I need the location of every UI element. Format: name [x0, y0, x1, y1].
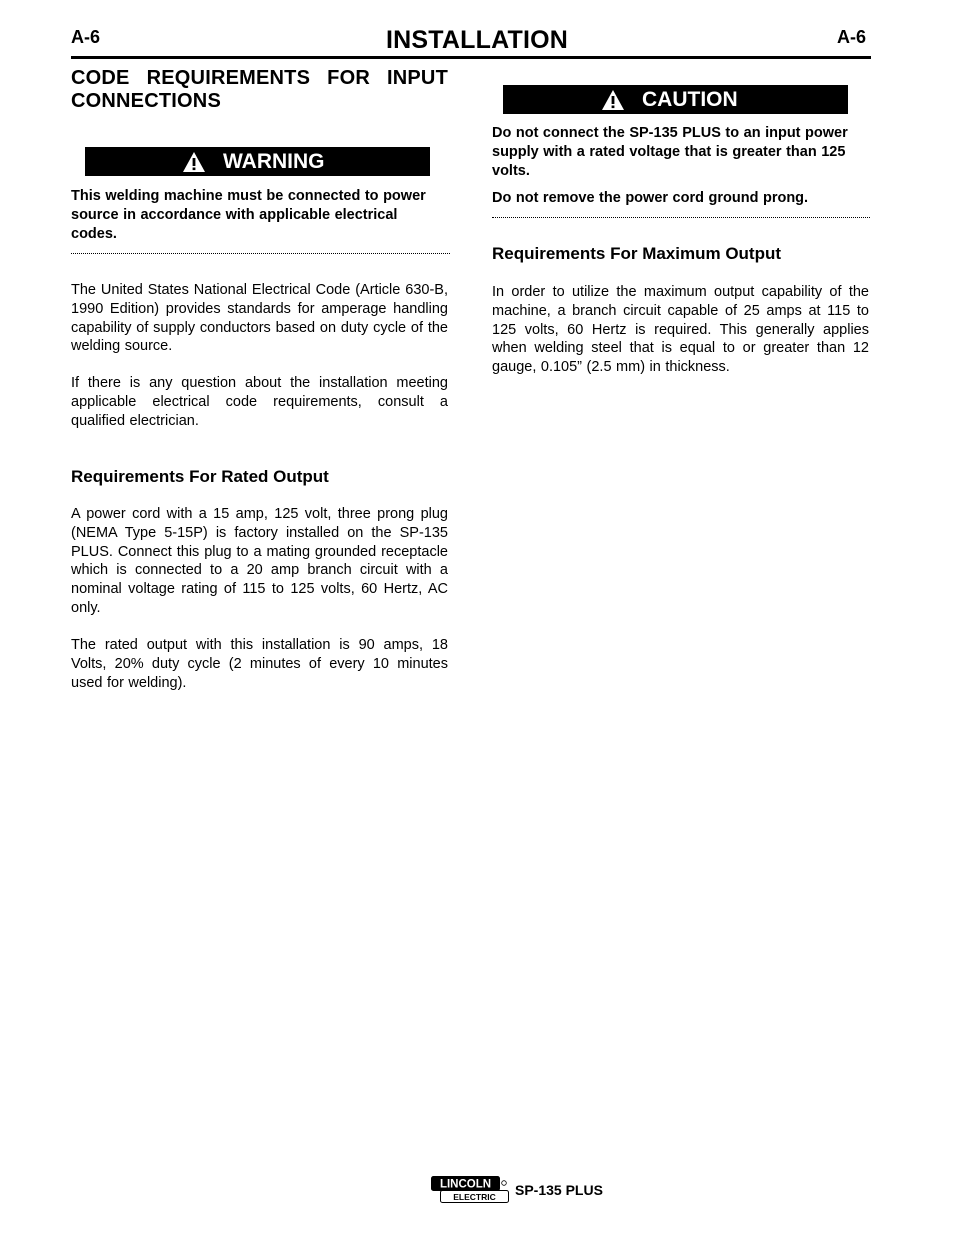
svg-text:ELECTRIC: ELECTRIC — [453, 1192, 496, 1202]
warning-icon — [602, 90, 624, 110]
caution-label: CAUTION — [642, 87, 738, 111]
max-output-paragraph: In order to utilize the maximum output capability of the machine, a branch circuit capable of 25 amps at 115 to 125 volts, 60 Hertz is required. This generally applies when welding steel that is equal to or greater than 12 gauge, 0.105” (2.5 mm) in thickness. — [492, 284, 869, 376]
nec-paragraph: The United States National Electrical Code (Article 630-B, 1990 Edition) provides standards for amperage handling capability of supply conductors based on duty cycle of the welding source. — [71, 282, 448, 355]
power-cord-paragraph: A power cord with a 15 amp, 125 volt, three prong plug (NEMA Type 5-15P) is factory installed on the SP-135 PLUS. Connect this plug to a mating grounded receptacle which is connected to a 20 amp branch circuit with a nominal voltage rating of 115 to 125 volts, 60 Hertz, AC only. — [71, 506, 448, 616]
section-title: INSTALLATION — [385, 26, 568, 54]
code-requirements-heading: CODE REQUIREMENTS FOR INPUT CONNECTIONS — [71, 67, 448, 112]
header-rule — [71, 56, 871, 59]
footer — [431, 1176, 603, 1204]
caution-banner — [503, 85, 848, 114]
warning-banner — [85, 147, 430, 176]
warning-divider — [71, 253, 450, 254]
rated-output-heading: Requirements For Rated Output — [71, 467, 329, 486]
caution-divider — [492, 217, 870, 218]
svg-text:LINCOLN: LINCOLN — [439, 1178, 492, 1191]
electrician-paragraph: If there is any question about the installation meeting applicable electrical code requirements, consult a qualified electrician. — [71, 375, 448, 429]
warning-text: This welding machine must be connected to power source in accordance with applicable electrical codes. — [71, 188, 426, 242]
model-name: SP-135 PLUS — [515, 1182, 603, 1198]
lincoln-electric-logo — [431, 1176, 509, 1204]
page-number-right: A-6 — [837, 27, 867, 47]
warning-icon — [183, 152, 205, 172]
warning-label: WARNING — [223, 149, 325, 173]
caution-ground-text: Do not remove the power cord ground prong. — [492, 190, 809, 206]
caution-voltage-text: Do not connect the SP-135 PLUS to an input power supply with a rated voltage that is greater than 125 volts. — [492, 125, 848, 179]
page-number-left: A-6 — [71, 27, 101, 47]
max-output-heading: Requirements For Maximum Output — [492, 244, 782, 263]
rated-output-paragraph: The rated output with this installation is 90 amps, 18 Volts, 20% duty cycle (2 minutes of every 10 minutes used for welding). — [71, 637, 448, 691]
